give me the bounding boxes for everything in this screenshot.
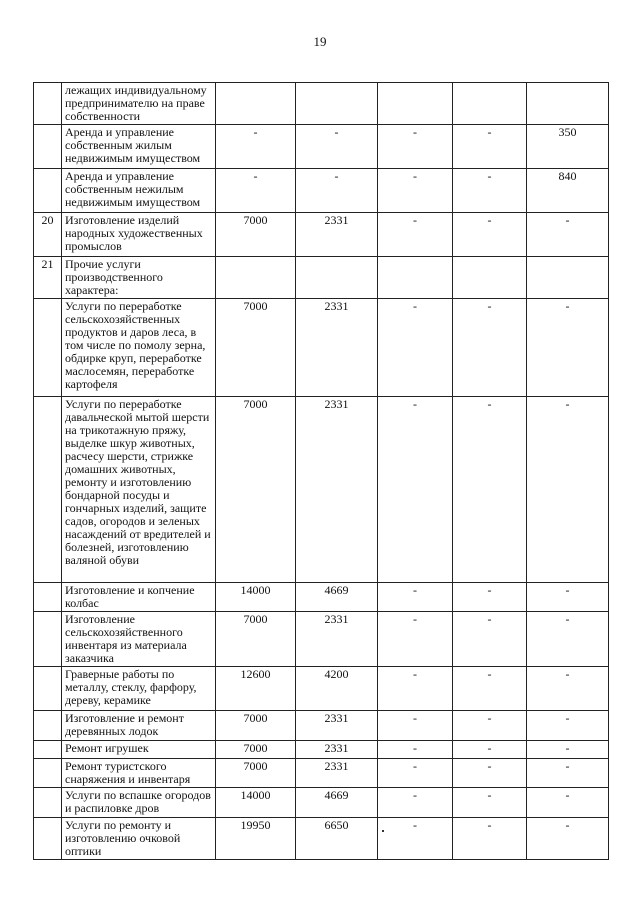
table-row: [34, 583, 609, 612]
service-name: Услуги по переработке сельскохозяйственных продуктов и даров леса, в том числе по помолу зерна, обдирке круп, переработке маслосемян, переработке картофеля: [62, 299, 216, 397]
value-cell: 14000: [216, 583, 296, 612]
service-name: Прочие услуги производственного характера:: [62, 257, 216, 299]
table-row: [34, 612, 609, 667]
service-name: Услуги по вспашке огородов и распиловке дров: [62, 788, 216, 818]
row-number: 21: [34, 257, 62, 299]
value-cell: -: [378, 741, 453, 759]
value-cell: -: [453, 788, 527, 818]
value-cell: [378, 257, 453, 299]
row-number: [34, 299, 62, 397]
value-cell: -: [453, 125, 527, 169]
value-cell: 7000: [216, 759, 296, 788]
table-row: [34, 83, 609, 125]
page-number: 19: [313, 34, 327, 49]
value-cell: -: [296, 169, 378, 213]
value-cell: -: [527, 788, 609, 818]
value-cell: -: [527, 213, 609, 257]
tariff-table: [33, 82, 609, 860]
value-cell: -: [453, 213, 527, 257]
value-cell: [216, 83, 296, 125]
scan-speck: [382, 830, 384, 832]
value-cell: -: [378, 818, 453, 860]
row-number: [34, 788, 62, 818]
value-cell: -: [296, 125, 378, 169]
row-number: [34, 741, 62, 759]
value-cell: -: [378, 125, 453, 169]
row-number: [34, 818, 62, 860]
value-cell: -: [216, 125, 296, 169]
value-cell: 7000: [216, 213, 296, 257]
value-cell: [378, 83, 453, 125]
value-cell: -: [453, 711, 527, 741]
value-cell: -: [453, 741, 527, 759]
value-cell: [527, 257, 609, 299]
value-cell: 7000: [216, 299, 296, 397]
value-cell: -: [378, 759, 453, 788]
value-cell: -: [527, 397, 609, 583]
value-cell: 2331: [296, 397, 378, 583]
value-cell: -: [216, 169, 296, 213]
value-cell: -: [527, 583, 609, 612]
value-cell: 7000: [216, 397, 296, 583]
value-cell: 2331: [296, 299, 378, 397]
service-name: Изготовление и копчение колбас: [62, 583, 216, 612]
table-row: [34, 711, 609, 741]
value-cell: -: [378, 397, 453, 583]
row-number: [34, 83, 62, 125]
service-name: Ремонт туристского снаряжения и инвентаря: [62, 759, 216, 788]
table-row: [34, 257, 609, 299]
value-cell: -: [527, 667, 609, 711]
service-name: Ремонт игрушек: [62, 741, 216, 759]
value-cell: -: [378, 788, 453, 818]
value-cell: -: [453, 667, 527, 711]
value-cell: [296, 83, 378, 125]
value-cell: [527, 83, 609, 125]
value-cell: -: [453, 583, 527, 612]
value-cell: 350: [527, 125, 609, 169]
value-cell: -: [527, 759, 609, 788]
value-cell: -: [378, 583, 453, 612]
value-cell: 14000: [216, 788, 296, 818]
value-cell: [453, 83, 527, 125]
service-name: лежащих индивидуальному предпринимателю на праве собственности: [62, 83, 216, 125]
value-cell: 2331: [296, 741, 378, 759]
service-name: Изготовление сельскохозяйственного инвентаря из материала заказчика: [62, 612, 216, 667]
service-name: Услуги по ремонту и изготовлению очковой оптики: [62, 818, 216, 860]
value-cell: -: [378, 169, 453, 213]
value-cell: 7000: [216, 741, 296, 759]
value-cell: -: [527, 711, 609, 741]
value-cell: -: [453, 759, 527, 788]
row-number: 20: [34, 213, 62, 257]
table-body: [34, 83, 609, 860]
row-number: [34, 583, 62, 612]
value-cell: 19950: [216, 818, 296, 860]
table-row: [34, 788, 609, 818]
value-cell: [296, 257, 378, 299]
value-cell: -: [378, 213, 453, 257]
value-cell: 4669: [296, 788, 378, 818]
value-cell: -: [378, 299, 453, 397]
service-name: Изготовление изделий народных художественных промыслов: [62, 213, 216, 257]
row-number: [34, 759, 62, 788]
table-row: [34, 667, 609, 711]
value-cell: -: [453, 397, 527, 583]
service-name: Аренда и управление собственным нежилым недвижимым имуществом: [62, 169, 216, 213]
row-number: [34, 169, 62, 213]
table-row: [34, 818, 609, 860]
table-row: [34, 759, 609, 788]
value-cell: 7000: [216, 612, 296, 667]
value-cell: 2331: [296, 213, 378, 257]
value-cell: 2331: [296, 759, 378, 788]
table-row: [34, 741, 609, 759]
value-cell: 2331: [296, 711, 378, 741]
value-cell: 12600: [216, 667, 296, 711]
table-row: [34, 299, 609, 397]
value-cell: [453, 257, 527, 299]
row-number: [34, 667, 62, 711]
value-cell: -: [378, 667, 453, 711]
row-number: [34, 125, 62, 169]
value-cell: -: [453, 299, 527, 397]
value-cell: 4200: [296, 667, 378, 711]
value-cell: -: [453, 612, 527, 667]
value-cell: -: [527, 741, 609, 759]
value-cell: [216, 257, 296, 299]
table-row: [34, 213, 609, 257]
row-number: [34, 397, 62, 583]
value-cell: 2331: [296, 612, 378, 667]
value-cell: 4669: [296, 583, 378, 612]
value-cell: -: [453, 818, 527, 860]
table-row: [34, 125, 609, 169]
value-cell: -: [378, 711, 453, 741]
value-cell: -: [527, 612, 609, 667]
value-cell: -: [378, 612, 453, 667]
value-cell: 840: [527, 169, 609, 213]
value-cell: 7000: [216, 711, 296, 741]
value-cell: -: [527, 299, 609, 397]
row-number: [34, 711, 62, 741]
table-row: [34, 397, 609, 583]
value-cell: 6650: [296, 818, 378, 860]
value-cell: -: [453, 169, 527, 213]
table-row: [34, 169, 609, 213]
service-name: Услуги по переработке давальческой мытой шерсти на трикотажную пряжу, выделке шкур животных, расчесу шерсти, стрижке домашних животных, ремонту и изготовлению бондарной посуды и гончарных изделий, защите садов, огородов и зеленых насаждений от вредителей и болезней, изготовлению валяной обуви: [62, 397, 216, 583]
row-number: [34, 612, 62, 667]
service-name: Граверные работы по металлу, стеклу, фарфору, дереву, керамике: [62, 667, 216, 711]
service-name: Изготовление и ремонт деревянных лодок: [62, 711, 216, 741]
service-name: Аренда и управление собственным жилым недвижимым имуществом: [62, 125, 216, 169]
value-cell: -: [527, 818, 609, 860]
